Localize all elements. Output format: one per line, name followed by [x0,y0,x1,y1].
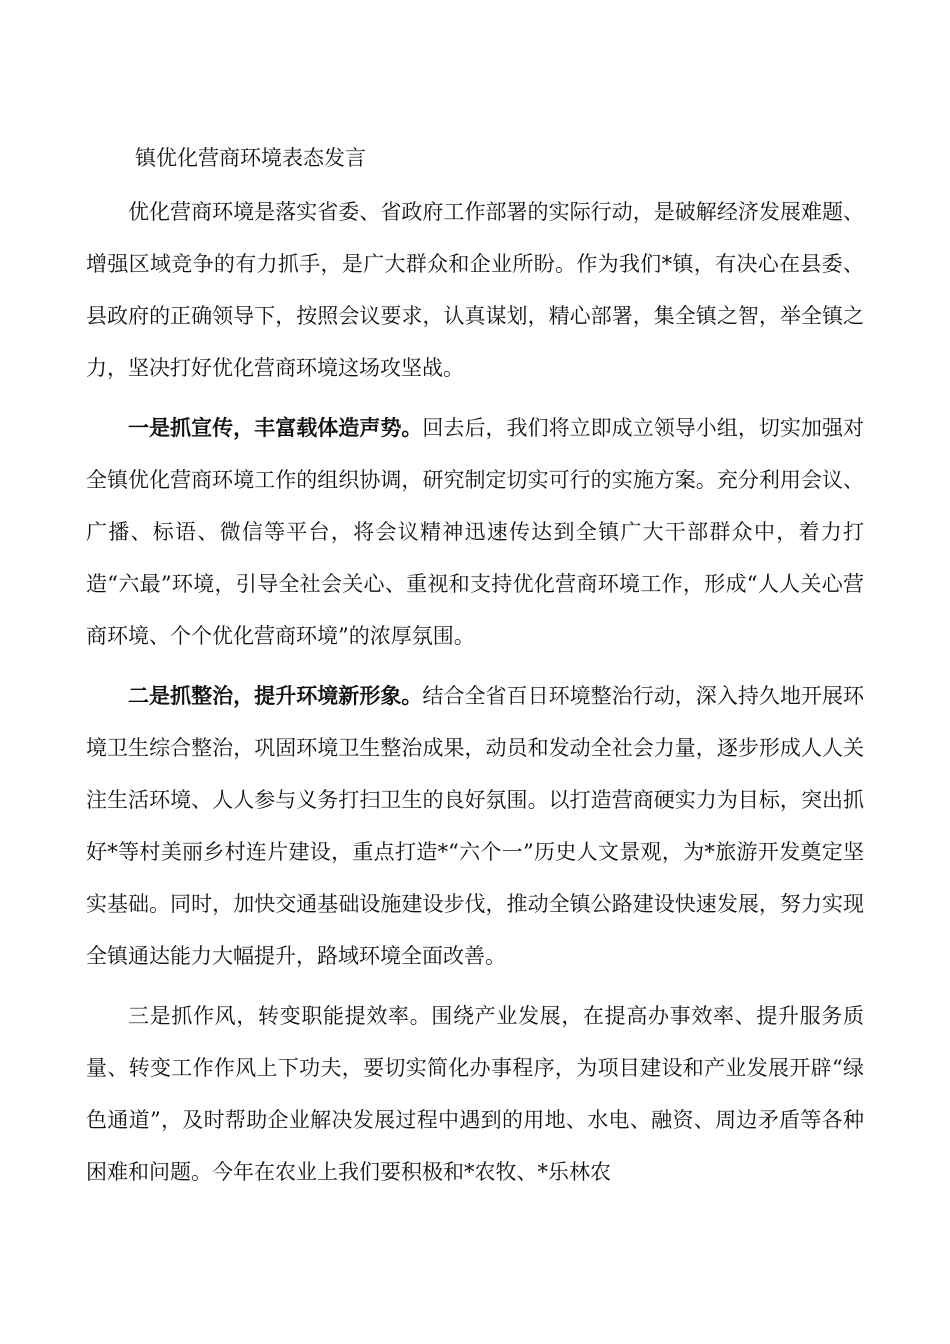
paragraph-text: 结合全省百日环境整治行动，深入持久地开展环境卫生综合整治，巩固环境卫生整治成果，动员和发动全社会力量，逐步形成人人关注生活环境、人人参与义务打扫卫生的良好氛围。以打造营商硬实力为目标，突出抓好*等村美丽乡村连片建设，重点打造*“六个一”历史人文景观，为*旅游开发奠定坚实基础。同时，加快交通基础设施建设步伐，推动全镇公路建设快速发展，努力实现全镇通达能力大幅提升，路域环境全面改善。 [86,684,865,968]
paragraph-work-style [86,990,864,1198]
paragraph-publicity [86,402,864,662]
paragraph-lead: 二是抓整治，提升环境新形象。 [128,683,423,708]
paragraph-renovation [86,670,864,982]
paragraph-text: 回去后，我们将立即成立领导小组，切实加强对全镇优化营商环境工作的组织协调，研究制定切实可行的实施方案。充分利用会议、广播、标语、微信等平台，将会议精神迅速传达到全镇广大干部群众中，着力打造“六最”环境，引导全社会关心、重视和支持优化营商环境工作，形成“人人关心营商环境、个个优化营商环境”的浓厚氛围。 [86,416,865,648]
document-body [86,186,864,1206]
paragraph-intro [86,186,864,394]
paragraph-text: 优化营商环境是落实省委、省政府工作部署的实际行动，是破解经济发展难题、增强区域竞争的有力抓手，是广大群众和企业所盼。作为我们*镇，有决心在县委、县政府的正确领导下，按照会议要求，认真谋划，精心部署，集全镇之智，举全镇之力，坚决打好优化营商环境这场攻坚战。 [86,200,864,380]
paragraph-text: 三是抓作风，转变职能提效率。围绕产业发展，在提高办事效率、提升服务质量、转变工作作风上下功夫，要切实简化办事程序，为项目建设和产业发展开辟“绿色通道”，及时帮助企业解决发展过程中遇到的用地、水电、融资、周边矛盾等各种困难和问题。今年在农业上我们要积极和*农牧、*乐林农 [86,1004,864,1184]
document-title: 镇优化营商环境表态发言 [135,146,366,170]
paragraph-lead: 一是抓宣传，丰富载体造声势。 [128,415,423,440]
